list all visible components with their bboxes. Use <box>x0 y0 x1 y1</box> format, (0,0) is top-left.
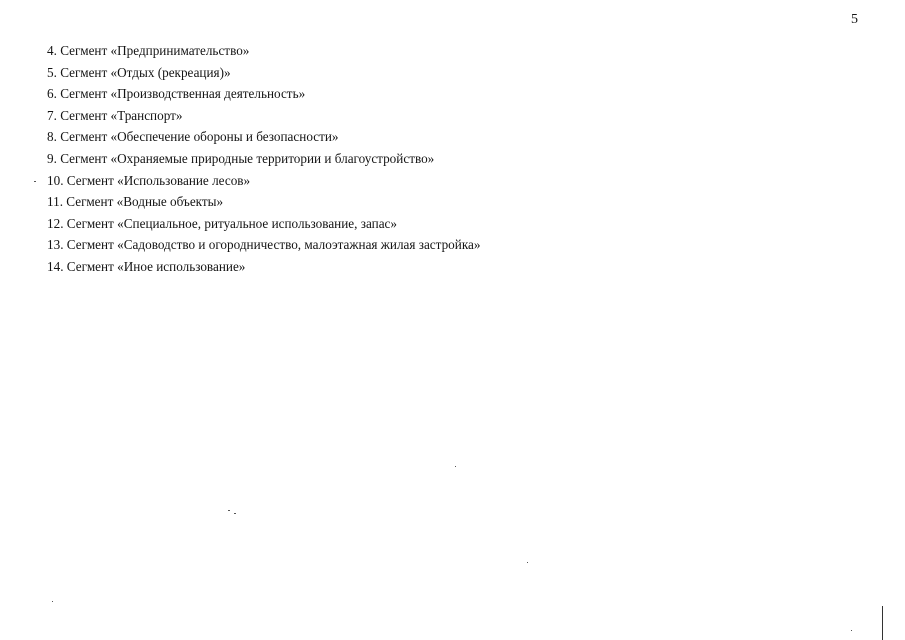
segment-item-8: 8. Сегмент «Обеспечение обороны и безопасности» <box>47 129 339 145</box>
segment-item-6: 6. Сегмент «Производственная деятельность» <box>47 86 306 102</box>
scan-speck <box>527 562 528 563</box>
segment-list <box>47 40 481 278</box>
scan-speck <box>52 601 53 602</box>
segment-item-5: 5. Сегмент «Отдых (рекреация)» <box>47 64 231 80</box>
scan-speck <box>228 510 230 511</box>
scan-speck <box>34 181 36 182</box>
segment-item-7: 7. Сегмент «Транспорт» <box>47 107 183 123</box>
scan-speck <box>234 513 236 514</box>
segment-item-4: 4. Сегмент «Предпринимательство» <box>47 43 250 58</box>
scan-speck <box>851 630 852 631</box>
segment-item-12: 12. Сегмент «Специальное, ритуальное использование, запас» <box>47 215 397 231</box>
segment-item-10: 10. Сегмент «Использование лесов» <box>47 172 251 188</box>
scan-speck <box>455 466 456 467</box>
segment-item-11: 11. Сегмент «Водные объекты» <box>47 194 224 210</box>
segment-item-9: 9. Сегмент «Охраняемые природные территории и благоустройство» <box>47 150 435 166</box>
segment-item-13: 13. Сегмент «Садоводство и огородничество, малоэтажная жилая застройка» <box>47 237 481 253</box>
scan-edge-mark <box>882 606 883 640</box>
segment-item-14: 14. Сегмент «Иное использование» <box>47 258 246 274</box>
page-number: 5 <box>851 12 858 27</box>
